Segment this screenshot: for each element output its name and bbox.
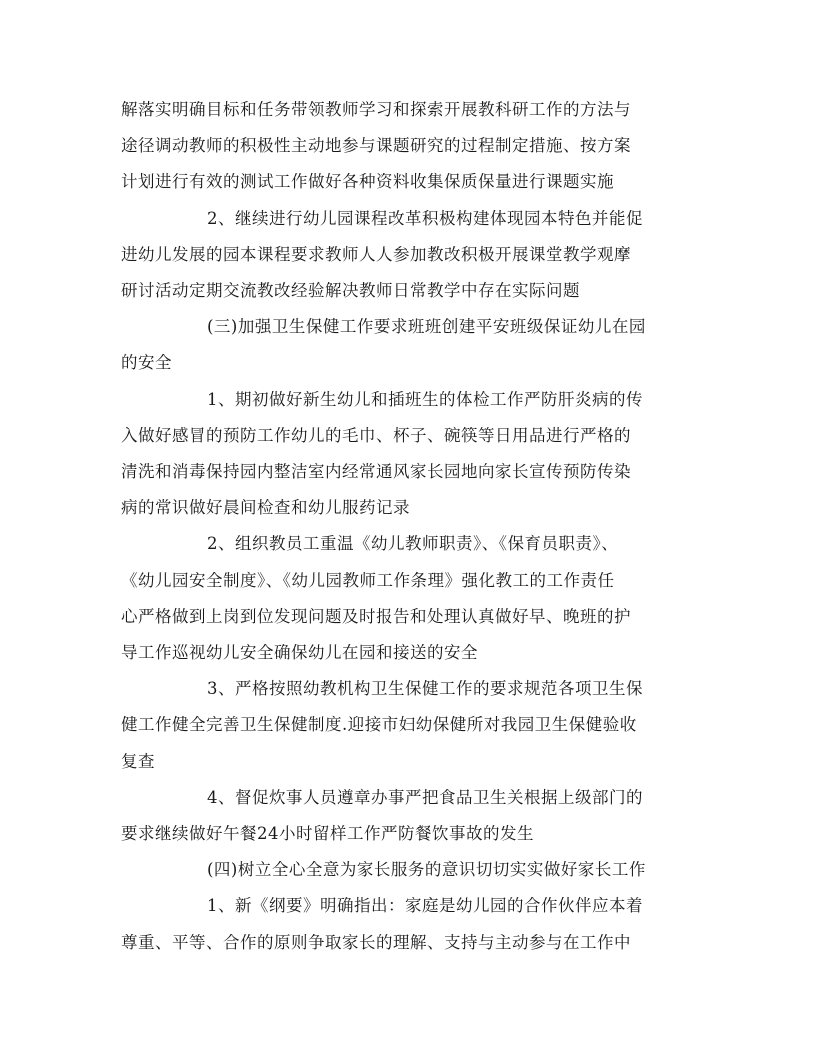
text-line: 4、督促炊事人员遵章办事严把食品卫生关根据上级部门的: [207, 787, 643, 807]
text-line: 的安全: [121, 353, 172, 373]
text-line: 途径调动教师的积极性主动地参与课题研究的过程制定措施、按方案: [121, 136, 631, 156]
text-line: 健工作健全完善卫生保健制度.迎接市妇幼保健所对我园卫生保健验收: [121, 715, 637, 735]
text-line: 尊重、平等、合作的原则争取家长的理解、支持与主动参与在工作中: [121, 932, 631, 952]
document-body: [121, 92, 697, 961]
text-line: 解落实明确目标和任务带领教师学习和探索开展教科研工作的方法与: [121, 100, 631, 119]
text-line: 研讨活动定期交流教改经验解决教师日常教学中存在实际问题: [121, 281, 580, 301]
text-line: 病的常识做好晨间检查和幼儿服药记录: [121, 498, 410, 518]
section-heading: (四)树立全心全意为家长服务的意识切切实实做好家长工作: [207, 860, 646, 880]
text-line: 要求继续做好午餐24小时留样工作严防餐饮事故的发生: [121, 824, 534, 844]
text-line: 1、期初做好新生幼儿和插班生的体检工作严防肝炎病的传: [207, 389, 643, 409]
text-line: 《幼儿园安全制度》、《幼儿园教师工作条理》强化教工的工作责任: [121, 570, 615, 590]
text-line: 入做好感冒的预防工作幼儿的毛巾、杯子、碗筷等日用品进行严格的: [121, 425, 631, 445]
text-line: 计划进行有效的测试工作做好各种资料收集保质保量进行课题实施: [121, 172, 614, 192]
text-line: 心严格做到上岗到位发现问题及时报告和处理认真做好早、晚班的护: [121, 606, 631, 626]
text-line: 2、组织教员工重温《幼儿教师职责》、《保育员职责》、: [207, 534, 619, 554]
text-line: 清洗和消毒保持园内整洁室内经常通风家长园地向家长宣传预防传染: [121, 462, 631, 482]
section-heading: (三)加强卫生保健工作要求班班创建平安班级保证幼儿在园: [207, 317, 646, 337]
text-line: 进幼儿发展的园本课程要求教师人人参加教改积极开展课堂教学观摩: [121, 244, 631, 264]
text-line: 导工作巡视幼儿安全确保幼儿在园和接送的安全: [121, 643, 478, 663]
text-line: 3、严格按照幼教机构卫生保健工作的要求规范各项卫生保: [207, 679, 643, 699]
text-line: 复查: [121, 751, 155, 771]
text-line: 1、新《纲要》明确指出：家庭是幼儿园的合作伙伴应本着: [207, 896, 643, 916]
text-line: 2、继续进行幼儿园课程改革积极构建体现园本特色并能促: [207, 208, 643, 228]
